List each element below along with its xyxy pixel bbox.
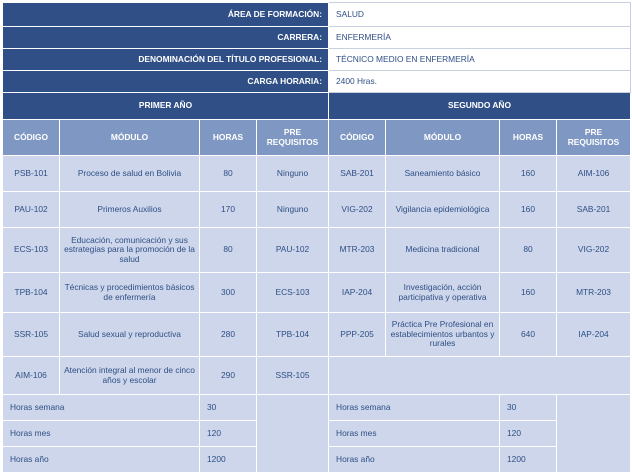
- hours-cell: 80: [200, 156, 257, 192]
- career-label: CARRERA:: [3, 27, 329, 49]
- module-cell: Investigación, acción participativa y operativa: [386, 273, 500, 313]
- prereq-cell: VIG-202: [557, 228, 631, 273]
- title-value: TÉCNICO MEDIO EN ENFERMERÍA: [329, 49, 631, 71]
- col-module: MÓDULO: [386, 120, 500, 156]
- col-module: MÓDULO: [60, 120, 200, 156]
- module-cell: Salud sexual y reproductiva: [60, 313, 200, 357]
- first-year-header: PRIMER AÑO: [3, 93, 329, 120]
- hours-cell: 640: [500, 313, 557, 357]
- career-value: ENFERMERÍA: [329, 27, 631, 49]
- module-cell: Medicina tradicional: [386, 228, 500, 273]
- code-cell: SAB-201: [329, 156, 386, 192]
- code-cell: IAP-204: [329, 273, 386, 313]
- hours-cell: 160: [500, 273, 557, 313]
- col-prereq: PRE REQUISITOS: [557, 120, 631, 156]
- prereq-cell: IAP-204: [557, 313, 631, 357]
- hours-cell: 160: [500, 192, 557, 228]
- code-cell: PAU-102: [3, 192, 60, 228]
- empty-cell: [329, 357, 631, 395]
- code-cell: VIG-202: [329, 192, 386, 228]
- totals-label: Horas semana: [329, 395, 500, 421]
- prereq-cell: SSR-105: [257, 357, 329, 395]
- code-cell: PPP-205: [329, 313, 386, 357]
- hours-cell: 80: [200, 228, 257, 273]
- code-cell: MTR-203: [329, 228, 386, 273]
- totals-value: 120: [500, 421, 557, 447]
- info-row: [3, 3, 631, 27]
- hours-cell: 280: [200, 313, 257, 357]
- totals-value: 1200: [200, 447, 257, 473]
- curriculum-table: [2, 2, 631, 473]
- workload-label: CARGA HORARIA:: [3, 71, 329, 93]
- hours-cell: 80: [500, 228, 557, 273]
- module-cell: Primeros Auxilios: [60, 192, 200, 228]
- table-row: [3, 357, 631, 395]
- prereq-cell: Ninguno: [257, 156, 329, 192]
- column-header-row: [3, 120, 631, 156]
- hours-cell: 290: [200, 357, 257, 395]
- table-row: [3, 192, 631, 228]
- col-prereq: PRE REQUISITOS: [257, 120, 329, 156]
- second-year-header: SEGUNDO AÑO: [329, 93, 631, 120]
- prereq-cell: SAB-201: [557, 192, 631, 228]
- empty-cell: [557, 395, 631, 473]
- col-code: CÓDIGO: [3, 120, 60, 156]
- module-cell: Técnicas y procedimientos básicos de enfermería: [60, 273, 200, 313]
- module-cell: Atención integral al menor de cinco años y escolar: [60, 357, 200, 395]
- totals-value: 1200: [500, 447, 557, 473]
- hours-cell: 170: [200, 192, 257, 228]
- totals-label: Horas año: [329, 447, 500, 473]
- prereq-cell: Ninguno: [257, 192, 329, 228]
- module-cell: Proceso de salud en Bolivia: [60, 156, 200, 192]
- prereq-cell: AIM-106: [557, 156, 631, 192]
- code-cell: ECS-103: [3, 228, 60, 273]
- workload-value: 2400 Hras.: [329, 71, 631, 93]
- totals-value: 30: [200, 395, 257, 421]
- info-row: [3, 27, 631, 49]
- table-row: [3, 228, 631, 273]
- title-label: DENOMINACIÓN DEL TÍTULO PROFESIONAL:: [3, 49, 329, 71]
- col-code: CÓDIGO: [329, 120, 386, 156]
- prereq-cell: MTR-203: [557, 273, 631, 313]
- totals-label: Horas semana: [3, 395, 200, 421]
- totals-label: Horas mes: [329, 421, 500, 447]
- code-cell: AIM-106: [3, 357, 60, 395]
- info-row: [3, 71, 631, 93]
- table-row: [3, 156, 631, 192]
- col-hours: HORAS: [500, 120, 557, 156]
- totals-label: Horas año: [3, 447, 200, 473]
- module-cell: Vigilancia epidemiológica: [386, 192, 500, 228]
- code-cell: PSB-101: [3, 156, 60, 192]
- table-row: [3, 273, 631, 313]
- code-cell: SSR-105: [3, 313, 60, 357]
- hours-cell: 160: [500, 156, 557, 192]
- totals-row: [3, 395, 631, 421]
- module-cell: Educación, comunicación y sus estrategias para la promoción de la salud: [60, 228, 200, 273]
- area-value: SALUD: [329, 3, 631, 27]
- totals-value: 120: [200, 421, 257, 447]
- module-cell: Saneamiento básico: [386, 156, 500, 192]
- prereq-cell: TPB-104: [257, 313, 329, 357]
- hours-cell: 300: [200, 273, 257, 313]
- col-hours: HORAS: [200, 120, 257, 156]
- module-cell: Práctica Pre Profesional en establecimientos urbantos y rurales: [386, 313, 500, 357]
- code-cell: TPB-104: [3, 273, 60, 313]
- area-label: ÁREA DE FORMACIÓN:: [3, 3, 329, 27]
- totals-label: Horas mes: [3, 421, 200, 447]
- empty-cell: [257, 395, 329, 473]
- table-row: [3, 313, 631, 357]
- info-row: [3, 49, 631, 71]
- totals-value: 30: [500, 395, 557, 421]
- year-header-row: [3, 93, 631, 120]
- prereq-cell: PAU-102: [257, 228, 329, 273]
- prereq-cell: ECS-103: [257, 273, 329, 313]
